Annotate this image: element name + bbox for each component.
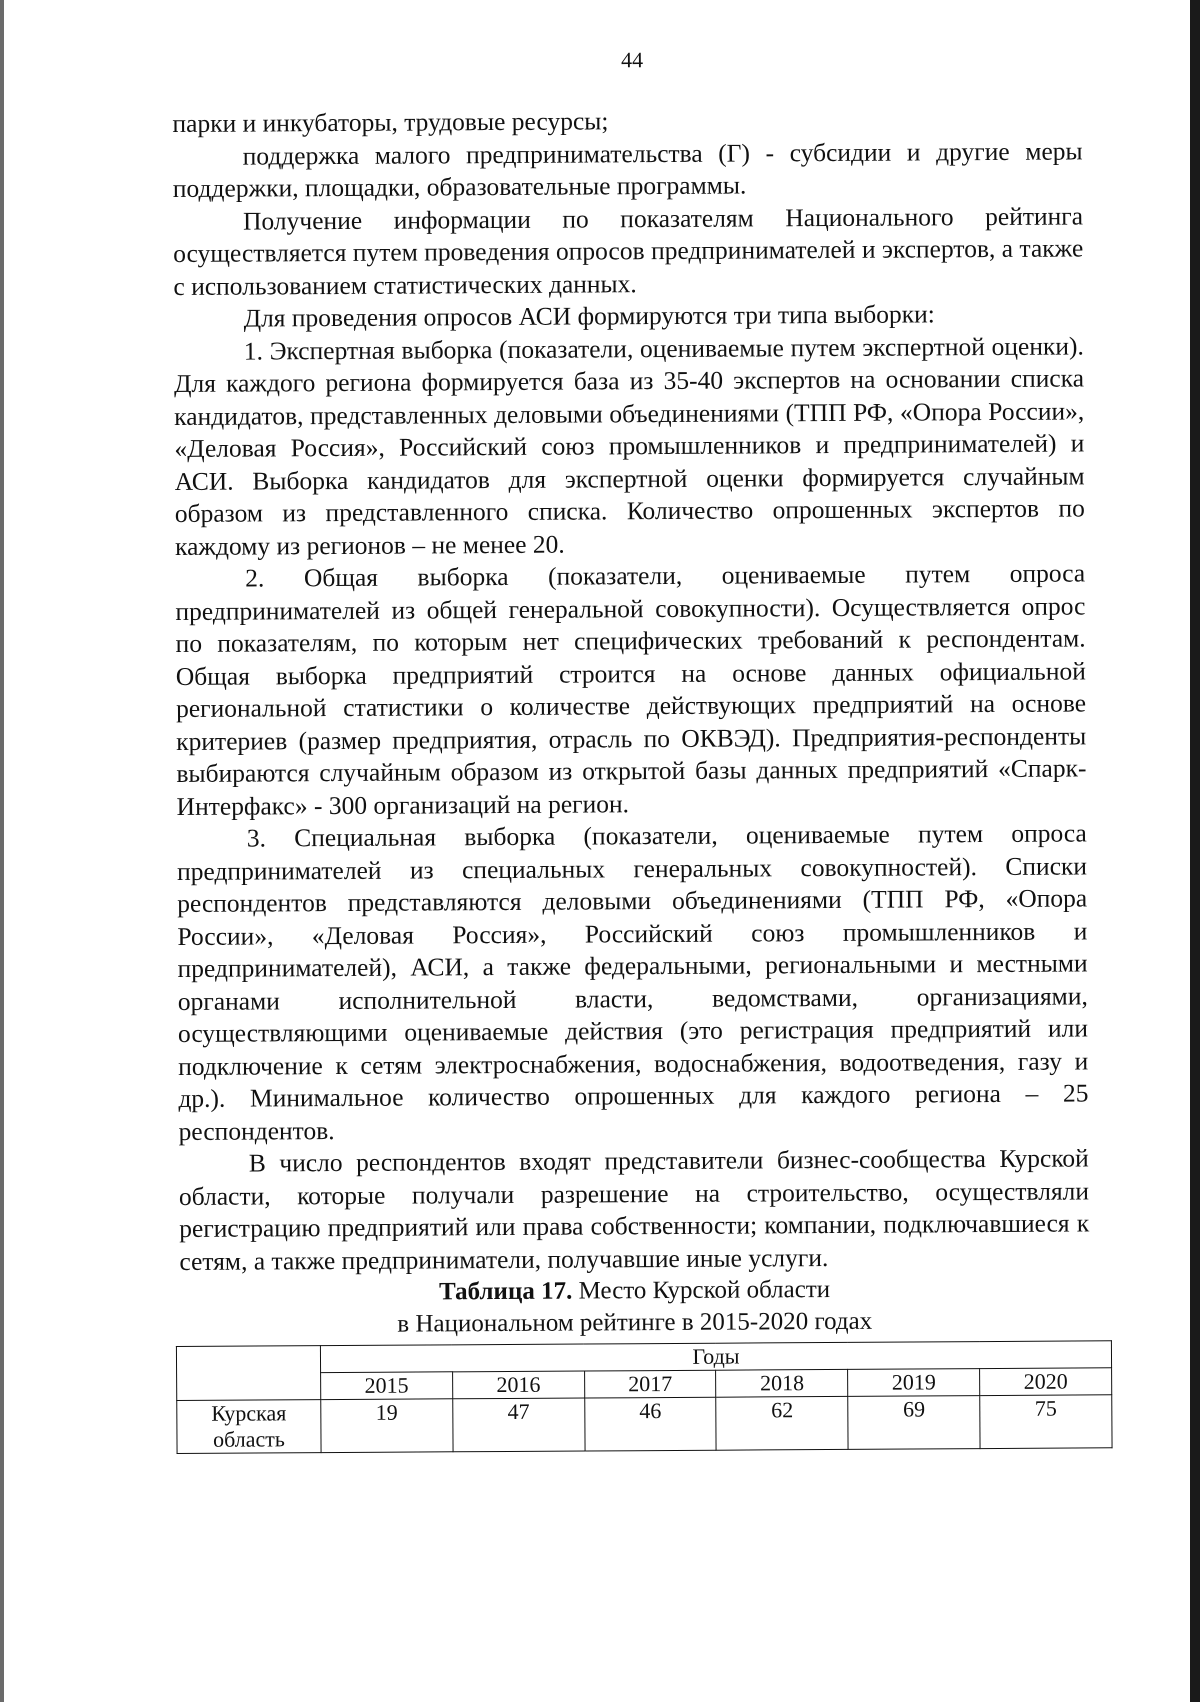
paragraph: парки и инкубаторы, трудовые ресурсы; (172, 106, 609, 138)
scan-edge-left (0, 0, 4, 1702)
paragraph: В число респондентов входят представители бизнес-сообщества Курской области, которые получали разрешение на строительство, осуществляли регистрацию предприятий или права собственности; компании, подключавшиеся к сетям, а также предприниматели, получавшие иные услуги. (178, 1143, 1090, 1276)
table-cell-value: 62 (716, 1396, 848, 1450)
table-year-header: 2018 (716, 1369, 848, 1397)
table-year-header: 2015 (321, 1372, 453, 1400)
paragraph: 3. Специальная выборка (показатели, оцениваемые путем опроса предпринимателей из специальных генеральных совокупностей). Списки респондентов представляются деловыми объединениями (ТПП РФ, «Опора России», «Деловая Россия», Российский союз промышленников и предпринимателей), АСИ, а также федеральными, региональными и местными органами исполнительной власти, ведомствами, организациями, осуществляющими оцениваемые действия (это регистрация предприятий или подключение к сетям электроснабжения, водоснабжения, водоотведения, газу и др.). Минимальное количество опрошенных для каждого региона – 25 респондентов. (176, 818, 1089, 1146)
table-cell-value: 75 (980, 1395, 1112, 1449)
scan-edge-right (1190, 0, 1200, 1702)
paragraph: поддержка малого предпринимательства (Г) - субсидии и другие меры поддержки, площадки, образовательные программы. (172, 135, 1083, 203)
table-row-label: Курская область (177, 1400, 321, 1454)
table-cell-value: 47 (453, 1398, 585, 1452)
table-year-header: 2016 (452, 1371, 584, 1399)
table-year-header: 2020 (980, 1368, 1112, 1396)
body-text (172, 102, 1089, 1278)
paragraph: 2. Общая выборка (показатели, оцениваемые путем опроса предпринимателей из общей генеральной совокупности). Осуществляется опрос по показателям, по которым нет специфических требований к респондентам. Общая выборка предприятий строится на основе данных официальной региональной статистики о количестве действующих предприятий на основе критериев (размер предприятия, отрасль по ОКВЭД). Предприятия-респонденты выбираются случайным образом из открытой базы данных предприятий «Спарк-Интерфакс» - 300 организаций на регион. (175, 558, 1087, 821)
paragraph: 1. Экспертная выборка (показатели, оцениваемые путем экспертной оценки). Для каждого региона формируется база из 35-40 экспертов на основании списка кандидатов, представленных деловыми объединениями (ТПП РФ, «Опора России», «Деловая Россия», Российский союз промышленников и предпринимателей) и АСИ. Выборка кандидатов для экспертной оценки формируется случайным образом из представленного списка. Количество опрошенных экспертов по каждому из регионов – не менее 20. (173, 330, 1085, 561)
table-row (177, 1395, 1112, 1454)
table-cell-value: 69 (848, 1396, 980, 1450)
table-caption-title: Место Курской области (572, 1276, 831, 1305)
table-caption (180, 1272, 1090, 1342)
table-year-header: 2017 (584, 1370, 716, 1398)
table-group-header: Годы (320, 1341, 1111, 1373)
table-cell-value: 19 (321, 1399, 453, 1453)
table-cell-value: 46 (584, 1397, 716, 1451)
paragraph: Получение информации по показателям Национального рейтинга осуществляется путем проведения опросов предпринимателей и экспертов, а также с использованием статистических данных. (173, 200, 1084, 301)
rating-table (176, 1340, 1113, 1454)
table-year-header: 2019 (848, 1369, 980, 1397)
paragraph: Для проведения опросов АСИ формируются три типа выборки: (243, 299, 935, 333)
page-number: 44 (620, 47, 644, 73)
document-page (172, 44, 1091, 1454)
table-caption-label: Таблица 17. (438, 1277, 573, 1306)
table-caption-subtitle: в Национальном рейтинге в 2015-2020 годах (397, 1307, 873, 1338)
table-corner-cell (176, 1346, 320, 1401)
